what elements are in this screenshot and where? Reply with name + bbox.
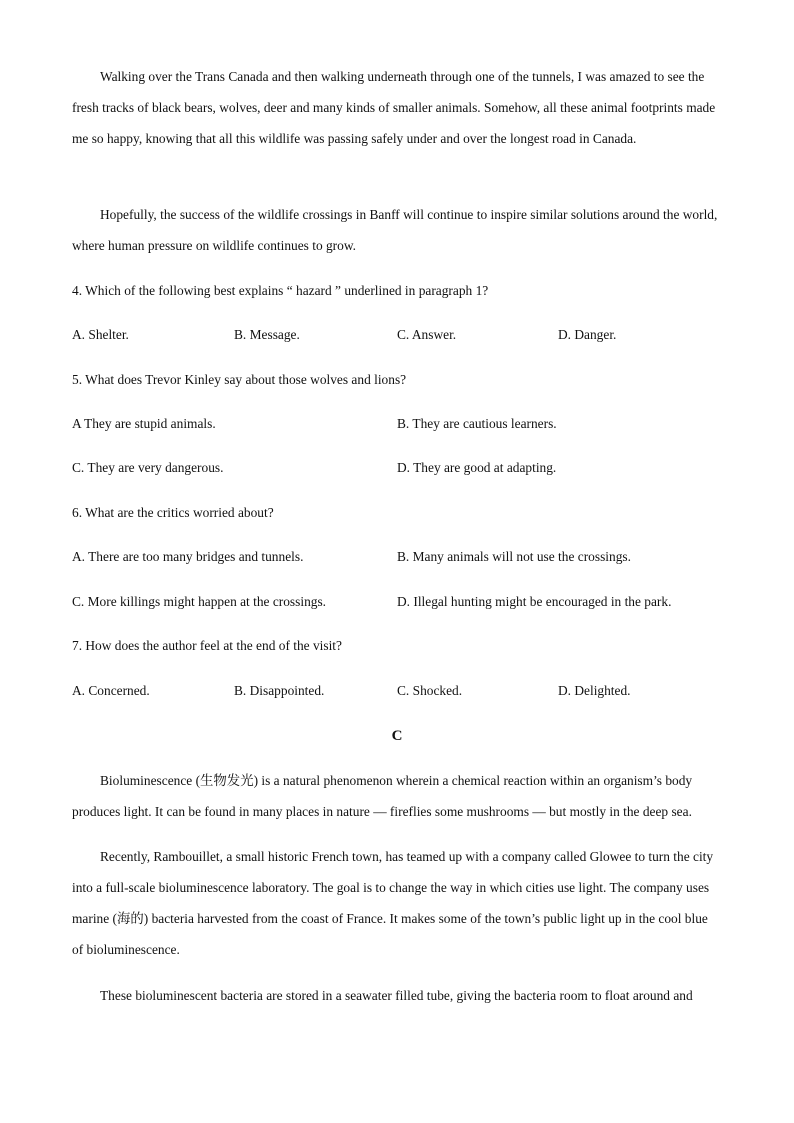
question-6-stem: 6. What are the critics worried about? [72,505,274,520]
passage-c-paragraph-2: Recently, Rambouillet, a small historic French town, has teamed up with a company called Glowee to turn the city into a full-scale bioluminescence laboratory. The goal is to change the way in which cities use light. The company uses marine (海的) bacteria harvested from the coast of France. It makes some of the town’s public light up in the cool blue of bioluminescence. [72,849,714,957]
question-6-option-b[interactable]: B. Many animals will not use the crossings. [397,549,631,564]
question-5-option-c[interactable]: C. They are very dangerous. [72,460,224,475]
question-5-option-b[interactable]: B. They are cautious learners. [397,416,557,431]
question-7-option-b[interactable]: B. Disappointed. [234,683,325,698]
question-7-option-c[interactable]: C. Shocked. [397,683,463,698]
question-4-option-a[interactable]: A. Shelter. [72,327,129,342]
question-6-option-a[interactable]: A. There are too many bridges and tunnels. [72,549,304,564]
passage-c-paragraph-3: These bioluminescent bacteria are stored in a seawater filled tube, giving the bacteria room to float around and [100,988,693,1003]
question-5-option-d[interactable]: D. They are good at adapting. [397,460,557,475]
passage-c-heading: C [391,728,403,744]
question-6-option-c[interactable]: C. More killings might happen at the crossings. [72,594,327,609]
question-6-option-d[interactable]: D. Illegal hunting might be encouraged in the park. [397,594,672,609]
question-4-option-c[interactable]: C. Answer. [397,327,457,342]
passage-c-paragraph-1: Bioluminescence (生物发光) is a natural phenomenon wherein a chemical reaction within an organism’s body produces light. It can be found in many places in nature — fireflies some mushrooms — but mostly in the deep sea. [72,773,693,819]
question-5-stem: 5. What does Trevor Kinley say about those wolves and lions? [72,372,407,387]
question-7-option-a[interactable]: A. Concerned. [72,683,150,698]
question-7-stem: 7. How does the author feel at the end of the visit? [72,638,342,653]
question-5-option-a[interactable]: A They are stupid animals. [72,416,216,431]
passage-b-paragraph-1: Walking over the Trans Canada and then walking underneath through one of the tunnels, I was amazed to see the fresh tracks of black bears, wolves, deer and many kinds of smaller animals. Somehow, all these animal footprints made me so happy, knowing that all this wildlife was passing safely under and over the longest road in Canada. [72,69,716,146]
question-4-option-b[interactable]: B. Message. [234,327,300,342]
question-4-stem: 4. Which of the following best explains “ hazard ” underlined in paragraph 1? [72,283,489,298]
question-7-option-d[interactable]: D. Delighted. [558,683,631,698]
passage-b-paragraph-2: Hopefully, the success of the wildlife crossings in Banff will continue to inspire similar solutions around the world, where human pressure on wildlife continues to grow. [72,207,718,253]
question-4-option-d[interactable]: D. Danger. [558,327,617,342]
